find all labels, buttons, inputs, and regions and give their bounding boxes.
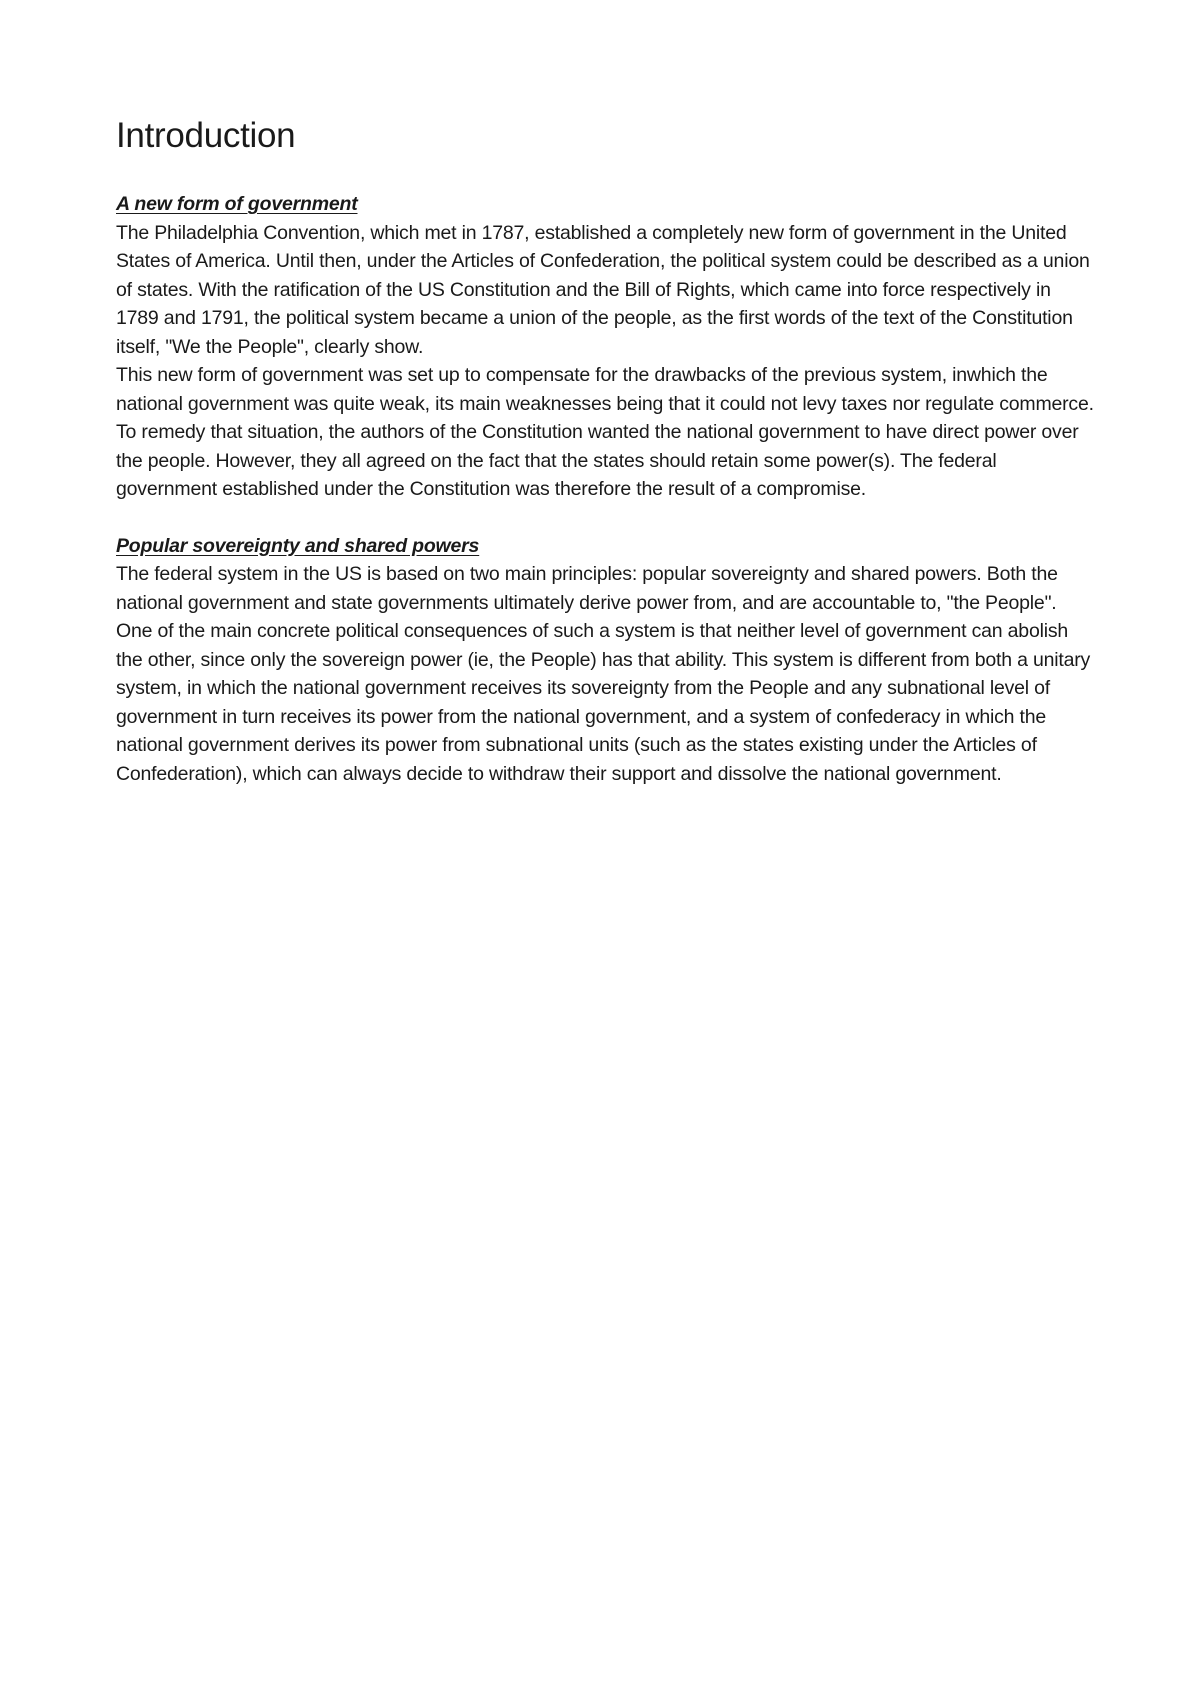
paragraph: This new form of government was set up to compensate for the drawbacks of the previous system, inwhich the national government was quite weak, its main weaknesses being that it could not levy taxes nor regulate commerce. To remedy that situation, the authors of the Constitution wanted the national government to have direct power over the people. However, they all agreed on the fact that the states should retain some power(s). The federal government established under the Constitution was therefore the result of a compromise.	[116, 364, 1094, 500]
section-popular-sovereignty	[116, 532, 1096, 789]
page-title: Introduction	[116, 116, 296, 155]
section-heading: Popular sovereignty and shared powers	[116, 534, 480, 557]
section-heading: A new form of government	[116, 193, 358, 215]
paragraph: The federal system in the US is based on two main principles: popular sovereignty and shared powers. Both the national government and state governments ultimately derive power from, and are accountable to, "the People". One of the main concrete political consequences of such a system is that neither level of government can abolish the other, since only the sovereign power (ie, the People) has that ability. This system is different from both a unitary system, in which the national government receives its sovereignty from the People and any subnational level of government in turn receives its power from the national government, and a system of confederacy in which the national government derives its power from subnational units (such as the states existing under the Articles of Confederation), which can always decide to withdraw their support and dissolve the national government.	[116, 563, 1091, 785]
paragraph: The Philadelphia Convention, which met in 1787, established a completely new form of government in the United States of America. Until then, under the Articles of Confederation, the political system could be described as a union of states. With the ratification of the US Constitution and the Bill of Rights, which came into force respectively in 1789 and 1791, the political system became a union of the people, as the first words of the text of the Constitution itself, "We the People", clearly show.	[116, 221, 1090, 358]
document-body	[116, 112, 1096, 788]
section-new-form-of-government	[116, 190, 1096, 504]
